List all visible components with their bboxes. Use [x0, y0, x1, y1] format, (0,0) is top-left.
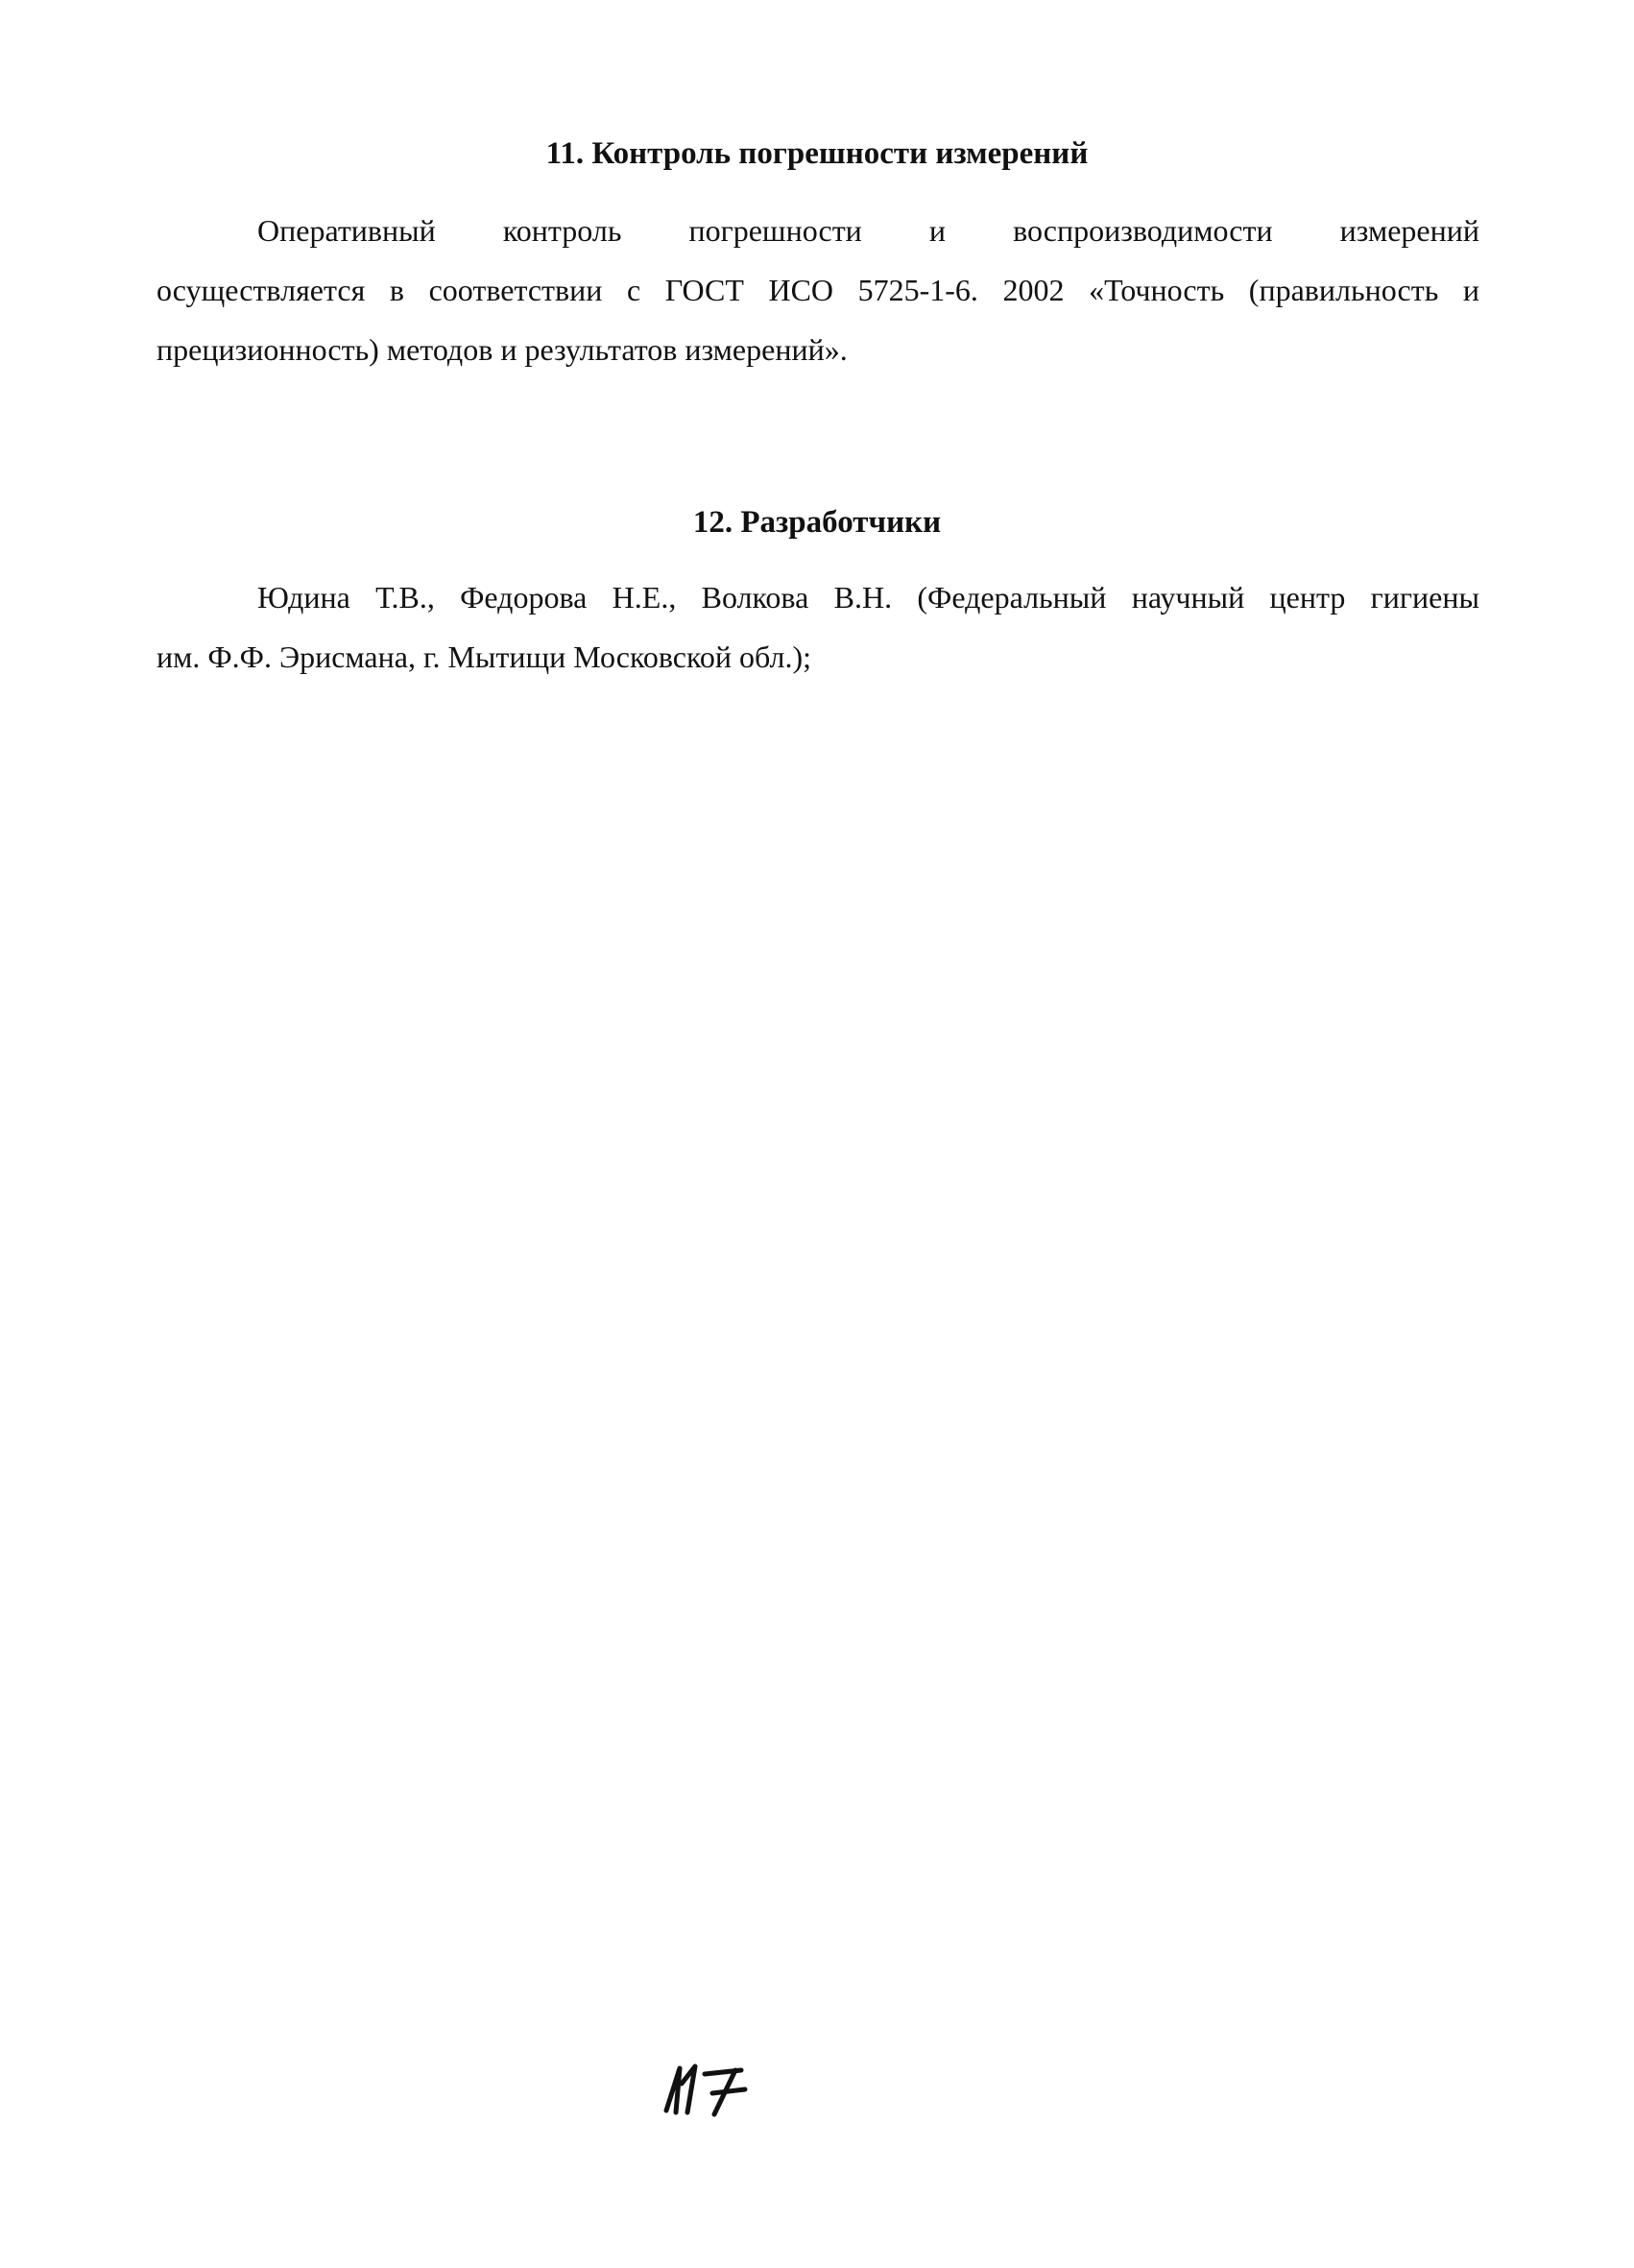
paragraph-line: Оперативный контроль погрешности и воспроизводимости измерений: [257, 213, 1479, 248]
paragraph-line: прецизионность) методов и результатов измерений».: [156, 332, 848, 367]
section-11-paragraph: [156, 201, 1479, 379]
section-11-heading: 11. Контроль погрешности измерений: [545, 136, 1089, 171]
handwritten-page-number: [659, 2055, 774, 2122]
paragraph-line: им. Ф.Ф. Эрисмана, г. Мытищи Московской обл.);: [156, 639, 812, 674]
section-12-paragraph: [156, 567, 1479, 687]
paragraph-line: Юдина Т.В., Федорова Н.Е., Волкова В.Н. (Федеральный научный центр гигиены: [257, 580, 1479, 615]
paragraph-line: осуществляется в соответствии с ГОСТ ИСО 5725-1-6. 2002 «Точность (правильность и: [156, 273, 1479, 307]
section-12-heading: 12. Разработчики: [692, 505, 942, 540]
